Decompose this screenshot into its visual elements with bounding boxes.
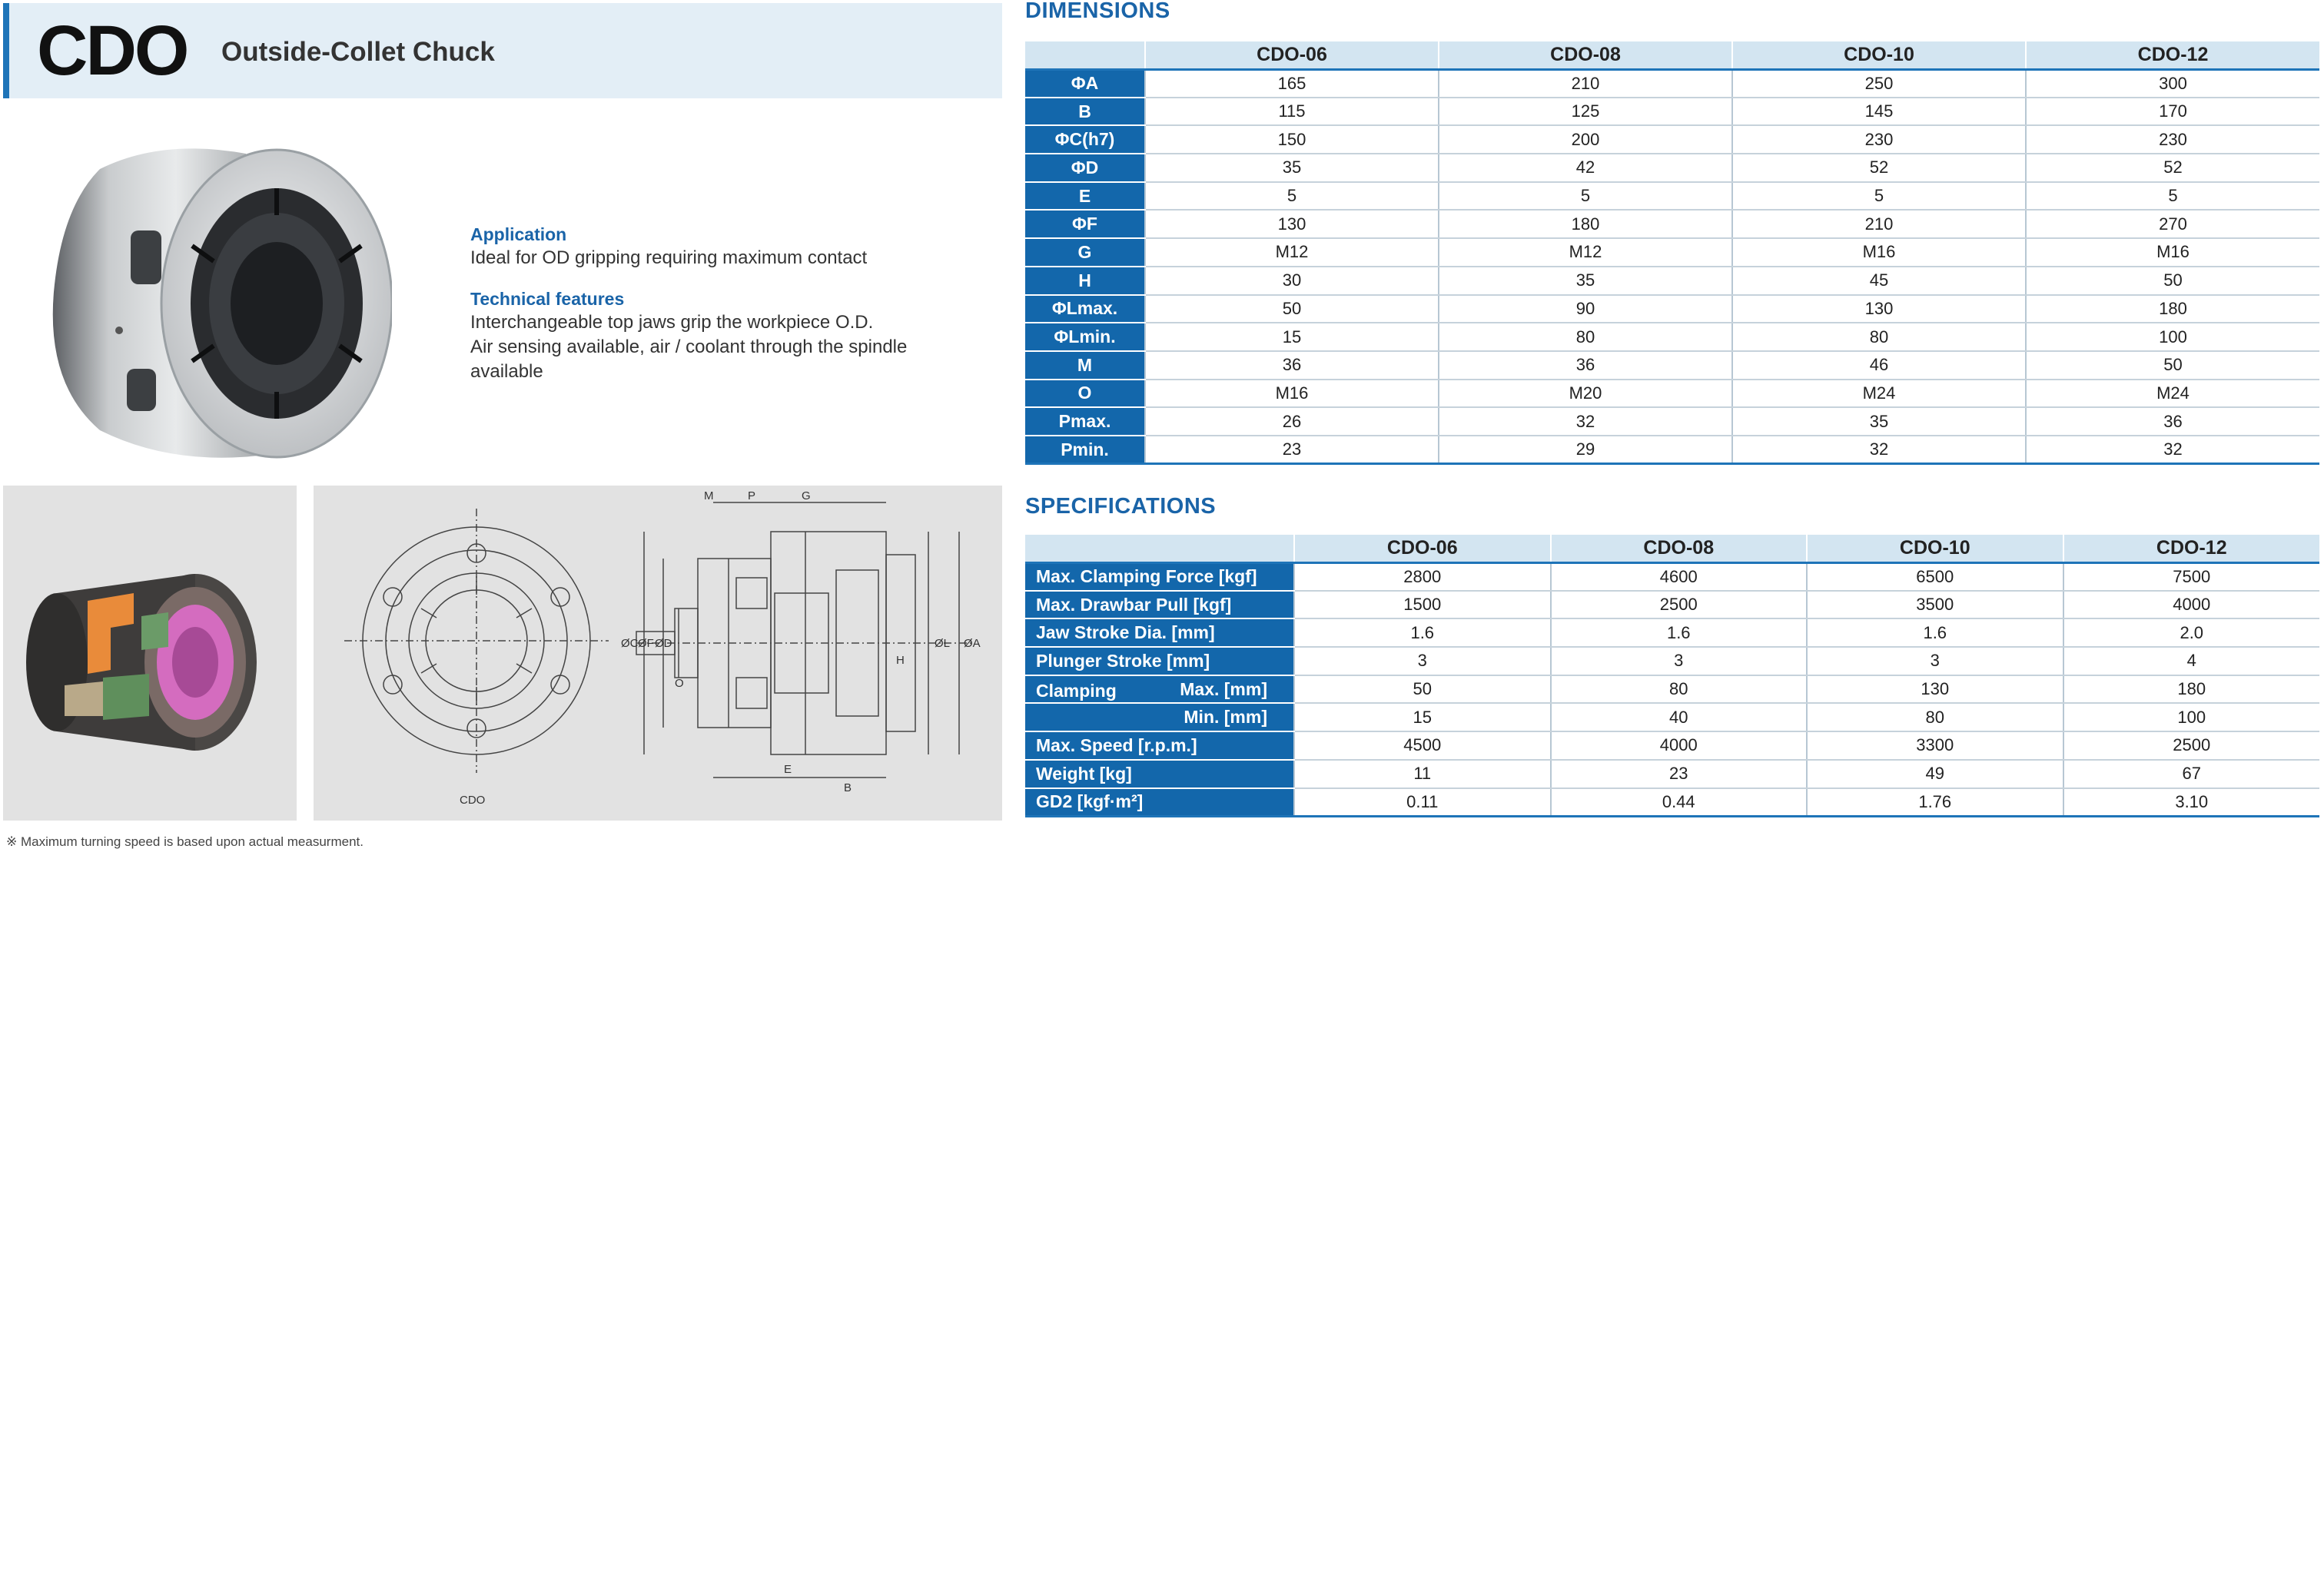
spec-cell: 1.6 — [1807, 618, 2063, 647]
dim-cell: 80 — [1439, 323, 1732, 351]
specifications-body — [1025, 562, 2319, 816]
table-row — [1025, 591, 2319, 619]
spec-row-label: Max. Drawbar Pull [kgf] — [1025, 591, 1294, 619]
table-row — [1025, 788, 2319, 817]
spec-cell: 180 — [2063, 675, 2320, 704]
footnote: ※ Maximum turning speed is based upon actual measurment. — [6, 834, 364, 849]
dim-cell: 50 — [1145, 295, 1439, 323]
dim-cell: 36 — [2026, 407, 2319, 436]
spec-cell: 4500 — [1294, 731, 1551, 760]
dim-cell: 130 — [1145, 210, 1439, 238]
table-row — [1025, 380, 2319, 408]
spec-row-label: Plunger Stroke [mm] — [1025, 647, 1294, 675]
dim-label-a: ØA — [964, 637, 981, 650]
dim-cell: 32 — [2026, 436, 2319, 464]
spec-cell: 2500 — [1551, 591, 1808, 619]
table-row — [1025, 295, 2319, 323]
table-row — [1025, 407, 2319, 436]
spec-cell: 3 — [1807, 647, 2063, 675]
cutaway-illustration — [3, 486, 297, 821]
dim-cell: 32 — [1732, 436, 2026, 464]
spec-cell: 4 — [2063, 647, 2320, 675]
dim-cell: 80 — [1732, 323, 2026, 351]
spec-row-label: GD2 [kgf·m²] — [1025, 788, 1294, 817]
table-row — [1025, 323, 2319, 351]
dim-cell: 36 — [1439, 351, 1732, 380]
dim-cell: 90 — [1439, 295, 1732, 323]
dim-cell: 180 — [2026, 295, 2319, 323]
spec-cell: 7500 — [2063, 562, 2320, 591]
dim-cell: M16 — [2026, 238, 2319, 267]
dim-cell: 170 — [2026, 98, 2319, 126]
technical-drawing — [314, 486, 1002, 821]
dim-row-label: ΦF — [1025, 210, 1145, 238]
table-row — [1025, 98, 2319, 126]
spec-row-label: Weight [kg] — [1025, 760, 1294, 788]
product-code: CDO — [37, 12, 188, 90]
spec-cell: 4000 — [1551, 731, 1808, 760]
spec-cell: 11 — [1294, 760, 1551, 788]
dim-cell: 35 — [1439, 267, 1732, 295]
technical-line-2: Air sensing available, air / coolant through the spindle — [470, 337, 908, 357]
dim-label-b: B — [844, 781, 852, 794]
dim-cell: 130 — [1732, 295, 2026, 323]
dimensions-corner — [1025, 41, 1145, 69]
dim-cell: 52 — [1732, 154, 2026, 182]
spec-cell: 2.0 — [2063, 618, 2320, 647]
dim-cell: 210 — [1732, 210, 2026, 238]
spec-cell: 40 — [1551, 703, 1808, 731]
dim-cell: 165 — [1145, 69, 1439, 98]
dim-cell: 100 — [2026, 323, 2319, 351]
dim-cell: 26 — [1145, 407, 1439, 436]
dim-cell: 50 — [2026, 351, 2319, 380]
dim-row-label: ΦA — [1025, 69, 1145, 98]
dim-cell: 29 — [1439, 436, 1732, 464]
dim-model-0: CDO-06 — [1145, 41, 1439, 69]
dimensions-title: DIMENSIONS — [1025, 0, 1170, 23]
table-row — [1025, 69, 2319, 98]
dim-cell: 125 — [1439, 98, 1732, 126]
dim-cell: M24 — [1732, 380, 2026, 408]
dim-cell: 45 — [1732, 267, 2026, 295]
dim-model-1: CDO-08 — [1439, 41, 1732, 69]
table-row — [1025, 760, 2319, 788]
spec-cell: 23 — [1551, 760, 1808, 788]
dim-cell: 46 — [1732, 351, 2026, 380]
product-photo — [46, 138, 392, 461]
dim-label-c: ØC — [621, 637, 639, 650]
spec-model-0: CDO-06 — [1294, 535, 1551, 562]
spec-cell: 130 — [1807, 675, 2063, 704]
spec-cell: 3300 — [1807, 731, 2063, 760]
dim-cell: 5 — [2026, 182, 2319, 211]
dim-row-label: M — [1025, 351, 1145, 380]
dimensions-table — [1025, 41, 2319, 465]
spec-cell: 67 — [2063, 760, 2320, 788]
dim-cell: 36 — [1145, 351, 1439, 380]
dim-cell: 115 — [1145, 98, 1439, 126]
table-row — [1025, 562, 2319, 591]
table-row — [1025, 436, 2319, 464]
dim-cell: 230 — [1732, 125, 2026, 154]
table-row — [1025, 351, 2319, 380]
dim-cell: 250 — [1732, 69, 2026, 98]
spec-model-2: CDO-10 — [1807, 535, 2063, 562]
spec-cell: 4600 — [1551, 562, 1808, 591]
dim-label-o: O — [675, 677, 684, 690]
product-title: Outside-Collet Chuck — [221, 37, 495, 67]
application-block — [470, 223, 1008, 384]
spec-cell: 1.76 — [1807, 788, 2063, 817]
dim-label-e: E — [784, 763, 792, 776]
spec-cell: 3500 — [1807, 591, 2063, 619]
spec-cell: 50 — [1294, 675, 1551, 704]
table-row — [1025, 618, 2319, 647]
dim-row-label: Pmax. — [1025, 407, 1145, 436]
technical-line-3: available — [470, 361, 543, 382]
specifications-corner — [1025, 535, 1294, 562]
spec-cell: 2500 — [2063, 731, 2320, 760]
specifications-title: SPECIFICATIONS — [1025, 494, 1217, 519]
dim-cell: 150 — [1145, 125, 1439, 154]
dimensions-body — [1025, 69, 2319, 464]
dim-cell: M12 — [1439, 238, 1732, 267]
dim-cell: 5 — [1145, 182, 1439, 211]
dim-row-label: O — [1025, 380, 1145, 408]
spec-row-label: Jaw Stroke Dia. [mm] — [1025, 618, 1294, 647]
table-row — [1025, 675, 2319, 704]
spec-model-3: CDO-12 — [2063, 535, 2320, 562]
spec-model-1: CDO-08 — [1551, 535, 1808, 562]
spec-cell: 15 — [1294, 703, 1551, 731]
dim-cell: 52 — [2026, 154, 2319, 182]
header-accent-bar — [3, 3, 9, 98]
dim-label-d: ØD — [655, 637, 672, 650]
spec-cell: 0.44 — [1551, 788, 1808, 817]
table-row — [1025, 267, 2319, 295]
dim-label-m: M — [704, 489, 714, 502]
dim-row-label: Pmin. — [1025, 436, 1145, 464]
dimensions-header-row — [1025, 41, 2319, 69]
dim-row-label: E — [1025, 182, 1145, 211]
technical-line-1: Interchangeable top jaws grip the workpiece O.D. — [470, 312, 874, 333]
dim-row-label: B — [1025, 98, 1145, 126]
spec-cell: 1500 — [1294, 591, 1551, 619]
dim-model-2: CDO-10 — [1732, 41, 2026, 69]
dim-row-label: G — [1025, 238, 1145, 267]
spec-cell: 4000 — [2063, 591, 2320, 619]
spec-cell: 0.11 — [1294, 788, 1551, 817]
table-row — [1025, 731, 2319, 760]
technical-heading: Technical features — [470, 289, 625, 309]
dim-row-label: ΦLmin. — [1025, 323, 1145, 351]
dim-cell: 32 — [1439, 407, 1732, 436]
dim-cell: 210 — [1439, 69, 1732, 98]
dim-cell: 5 — [1732, 182, 2026, 211]
table-row — [1025, 125, 2319, 154]
spec-cell: 2800 — [1294, 562, 1551, 591]
spec-cell: 3 — [1551, 647, 1808, 675]
dim-cell: 300 — [2026, 69, 2319, 98]
dim-cell: 35 — [1732, 407, 2026, 436]
dim-cell: 200 — [1439, 125, 1732, 154]
table-row — [1025, 703, 2319, 731]
dim-label-g: G — [802, 489, 811, 502]
dim-cell: 15 — [1145, 323, 1439, 351]
dim-row-label: ΦLmax. — [1025, 295, 1145, 323]
dim-cell: 30 — [1145, 267, 1439, 295]
spec-row-label: Min. [mm] — [1025, 703, 1294, 731]
dim-cell: M24 — [2026, 380, 2319, 408]
dim-cell: M16 — [1145, 380, 1439, 408]
spec-cell: 80 — [1807, 703, 2063, 731]
table-row — [1025, 182, 2319, 211]
dim-cell: 50 — [2026, 267, 2319, 295]
dim-cell: 23 — [1145, 436, 1439, 464]
spec-cell: 3.10 — [2063, 788, 2320, 817]
dim-cell: 5 — [1439, 182, 1732, 211]
spec-row-label: Max. Clamping Force [kgf] — [1025, 562, 1294, 591]
table-row — [1025, 210, 2319, 238]
dim-cell: 270 — [2026, 210, 2319, 238]
dim-cell: 180 — [1439, 210, 1732, 238]
application-text: Ideal for OD gripping requiring maximum contact — [470, 247, 868, 268]
table-row — [1025, 238, 2319, 267]
dim-label-h: H — [896, 654, 905, 667]
dim-label-f: ØF — [638, 637, 654, 650]
spec-cell: 80 — [1551, 675, 1808, 704]
dim-label-l: ØL — [935, 637, 951, 650]
dim-row-label: ΦD — [1025, 154, 1145, 182]
clamping-label-1: Clamping — [1036, 680, 1117, 701]
drawing-caption: CDO — [460, 794, 486, 807]
dim-cell: 145 — [1732, 98, 2026, 126]
dim-model-3: CDO-12 — [2026, 41, 2319, 69]
application-heading: Application — [470, 224, 567, 244]
spec-cell: 49 — [1807, 760, 2063, 788]
specifications-header-row — [1025, 535, 2319, 562]
dim-cell: 42 — [1439, 154, 1732, 182]
spec-row-label: Max. [mm] Clamping — [1025, 675, 1294, 704]
page-header — [3, 3, 1002, 98]
dim-label-p: P — [748, 489, 756, 502]
dim-row-label: ΦC(h7) — [1025, 125, 1145, 154]
dim-cell: 35 — [1145, 154, 1439, 182]
specifications-table — [1025, 535, 2319, 817]
spec-cell: 1.6 — [1551, 618, 1808, 647]
table-row — [1025, 154, 2319, 182]
dim-cell: M20 — [1439, 380, 1732, 408]
spec-cell: 3 — [1294, 647, 1551, 675]
table-row — [1025, 647, 2319, 675]
dim-row-label: H — [1025, 267, 1145, 295]
dim-cell: M16 — [1732, 238, 2026, 267]
spec-row-label: Max. Speed [r.p.m.] — [1025, 731, 1294, 760]
spec-cell: 100 — [2063, 703, 2320, 731]
spec-cell: 6500 — [1807, 562, 2063, 591]
spec-cell: 1.6 — [1294, 618, 1551, 647]
dim-cell: M12 — [1145, 238, 1439, 267]
dim-cell: 230 — [2026, 125, 2319, 154]
